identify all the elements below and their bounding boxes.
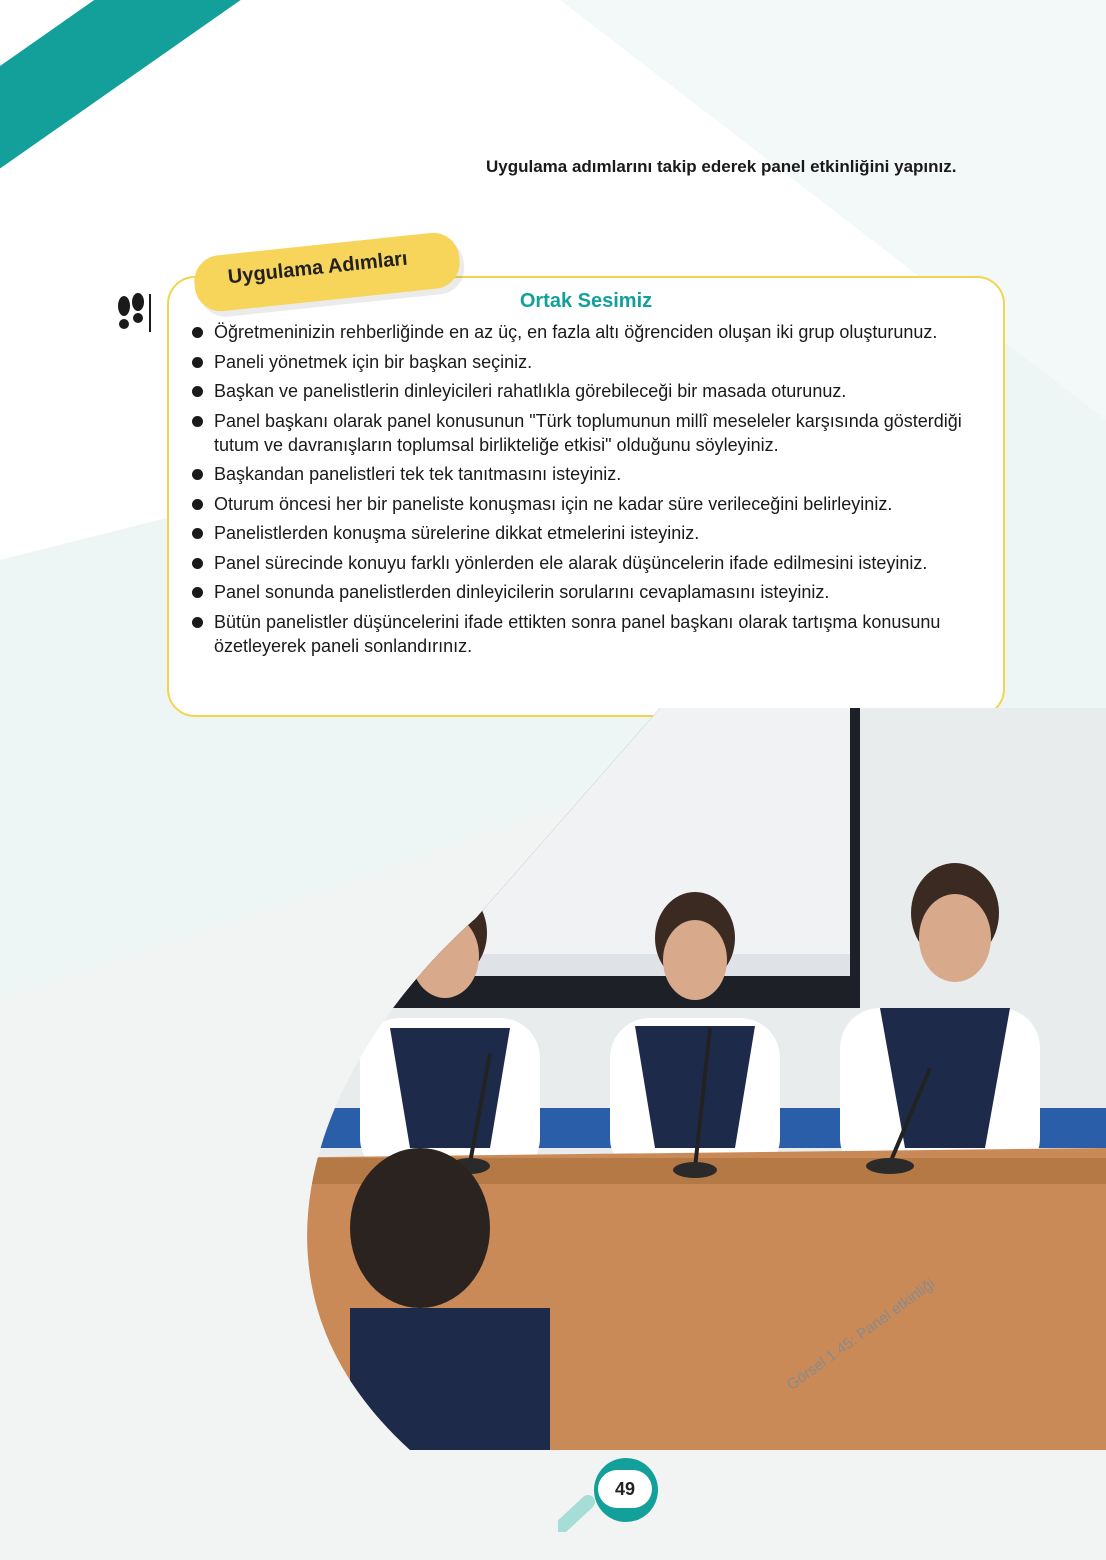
card-title: Ortak Sesimiz: [519, 290, 653, 312]
list-item: Panel sonunda panelistlerden dinleyicilerin sorularını cevaplamasını isteyiniz.: [189, 580, 989, 604]
steps-card: [167, 276, 1005, 717]
photo-caption: Görsel 1.45: Panel etkinliği: [784, 1275, 939, 1394]
list-item: Bütün panelistler düşüncelerini ifade ettikten sonra panel başkanı olarak tartışma konusunu özetleyerek paneli sonlandırınız.: [189, 610, 989, 658]
list-item: Panelistlerden konuşma sürelerine dikkat etmelerini isteyiniz.: [189, 521, 989, 545]
list-item: Oturum öncesi her bir paneliste konuşması için ne kadar süre verileceğini belirleyiniz.: [189, 492, 989, 516]
steps-list: [189, 320, 989, 663]
list-item: Öğretmeninizin rehberliğinde en az üç, en fazla altı öğrenciden oluşan iki grup oluşturunuz.: [189, 320, 989, 344]
page-number: 49: [598, 1470, 652, 1508]
pencil-icon: [80, 206, 152, 272]
intro-instruction: Uygulama adımlarını takip ederek panel etkinliğini yapınız.: [486, 157, 957, 176]
banner-label: UYGULAYALIM: [176, 3, 334, 125]
list-item: Panel sürecinde konuyu farklı yönlerden ele alarak düşüncelerin ifade edilmesini isteyiniz.: [189, 551, 989, 575]
panel-photo: [240, 708, 1106, 1450]
list-item: Paneli yönetmek için bir başkan seçiniz.: [189, 350, 989, 374]
footsteps-icon: [113, 292, 155, 334]
list-item: Başkan ve panelistlerin dinleyicileri rahatlıkla görebileceği bir masada oturunuz.: [189, 379, 989, 403]
list-item: Panel başkanı olarak panel konusunun "Türk toplumunun millî meseleler karşısında gösterdiği tutum ve davranışların toplumsal birlikteliğe etkisi" olduğunu söyleyiniz.: [189, 409, 989, 457]
list-item: Başkandan panelistleri tek tek tanıtmasını isteyiniz.: [189, 462, 989, 486]
steps-tab-label: Uygulama Adımları: [226, 247, 409, 289]
